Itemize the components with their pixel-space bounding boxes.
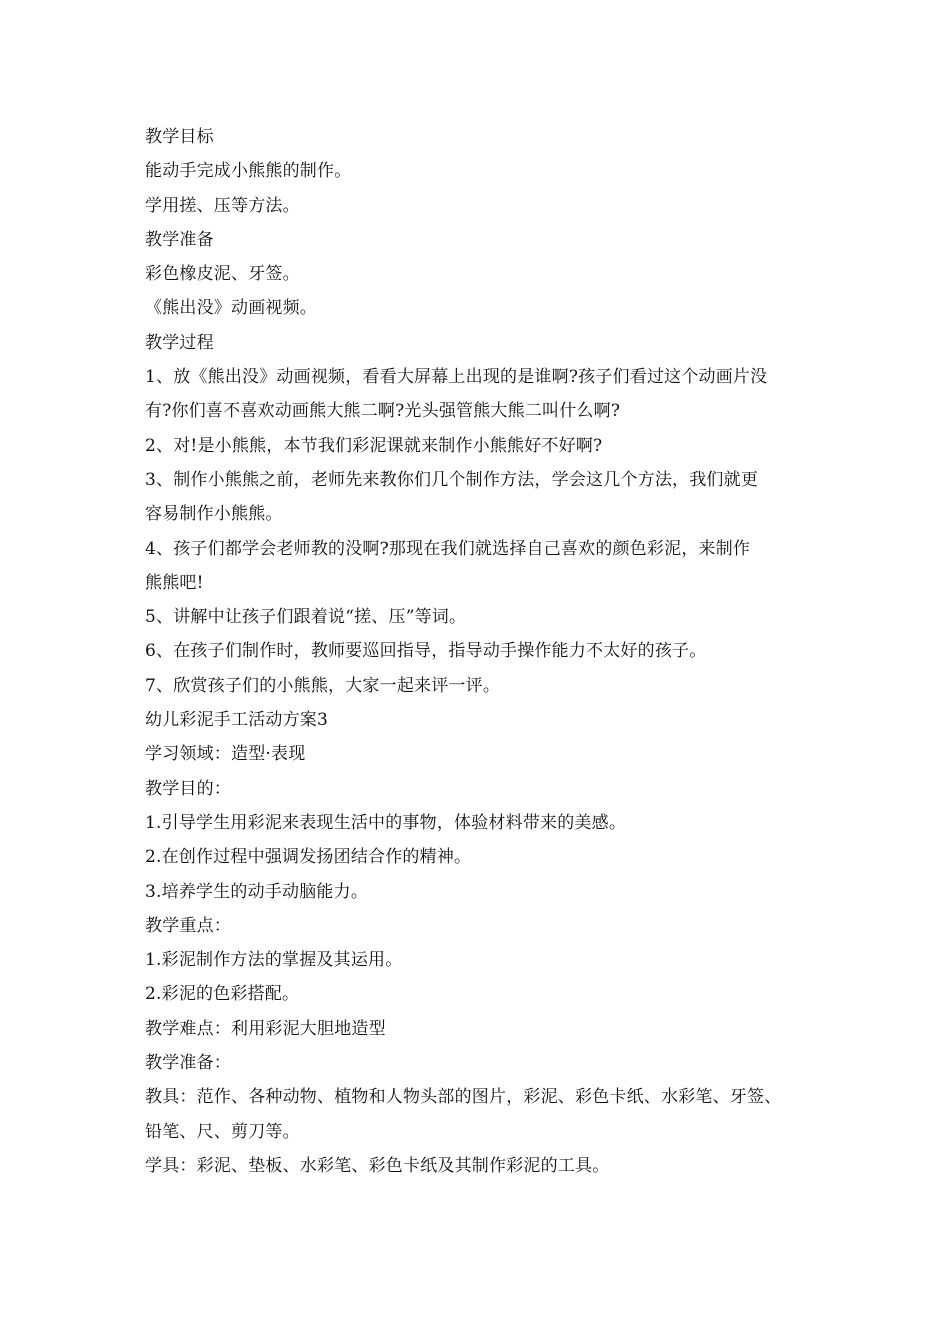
text-line: 3.培养学生的动手动脑能力。 [145, 881, 369, 902]
text-line: 3、制作小熊熊之前，老师先来教你们几个制作方法，学会这几个方法，我们就更 [145, 469, 759, 490]
text-line: 7、欣赏孩子们的小熊熊，大家一起来评一评。 [145, 675, 501, 696]
heading-teaching-difficulty: 教学难点：利用彩泥大胆地造型 [145, 1018, 386, 1039]
text-line: 熊熊吧! [145, 572, 204, 593]
document-page [145, 120, 813, 1183]
heading-teaching-process: 教学过程 [145, 332, 214, 353]
text-line: 学用搓、压等方法。 [145, 195, 300, 216]
text-line: 5、讲解中让孩子们跟着说“搓、压”等词。 [145, 607, 467, 628]
heading-teaching-purpose: 教学目的： [145, 778, 231, 799]
heading-teaching-preparation-2: 教学准备： [145, 1053, 231, 1074]
text-line: 2.在创作过程中强调发扬团结合作的精神。 [145, 847, 472, 868]
text-line: 有?你们喜不喜欢动画熊大熊二啊?光头强管熊大熊二叫什么啊? [145, 401, 621, 422]
section-title: 幼儿彩泥手工活动方案3 [145, 710, 329, 731]
text-line: 2、对!是小熊熊，本节我们彩泥课就来制作小熊熊好不好啊? [145, 435, 603, 456]
heading-teaching-preparation: 教学准备 [145, 229, 214, 250]
text-line: 学具：彩泥、垫板、水彩笔、彩色卡纸及其制作彩泥的工具。 [145, 1155, 610, 1176]
text-line: 1.引导学生用彩泥来表现生活中的事物，体验材料带来的美感。 [145, 812, 627, 833]
text-line: 《熊出没》动画视频。 [145, 298, 317, 319]
text-line: 铅笔、尺、剪刀等。 [145, 1121, 300, 1142]
text-line: 容易制作小熊熊。 [145, 504, 283, 525]
text-line: 彩色橡皮泥、牙签。 [145, 264, 300, 285]
text-line: 教具：范作、各种动物、植物和人物头部的图片，彩泥、彩色卡纸、水彩笔、牙签、 [145, 1087, 782, 1108]
heading-teaching-focus: 教学重点： [145, 915, 231, 936]
text-line: 4、孩子们都学会老师教的没啊?那现在我们就选择自己喜欢的颜色彩泥，来制作 [145, 538, 751, 559]
text-line: 能动手完成小熊熊的制作。 [145, 161, 352, 182]
text-line: 学习领域：造型·表现 [145, 744, 306, 765]
text-line: 2.彩泥的色彩搭配。 [145, 984, 300, 1005]
text-line: 1.彩泥制作方法的掌握及其运用。 [145, 950, 403, 971]
heading-teaching-goals: 教学目标 [145, 127, 214, 147]
text-line: 6、在孩子们制作时，教师要巡回指导，指导动手操作能力不太好的孩子。 [145, 641, 707, 662]
text-line: 1、放《熊出没》动画视频，看看大屏幕上出现的是谁啊?孩子们看过这个动画片没 [145, 367, 768, 388]
